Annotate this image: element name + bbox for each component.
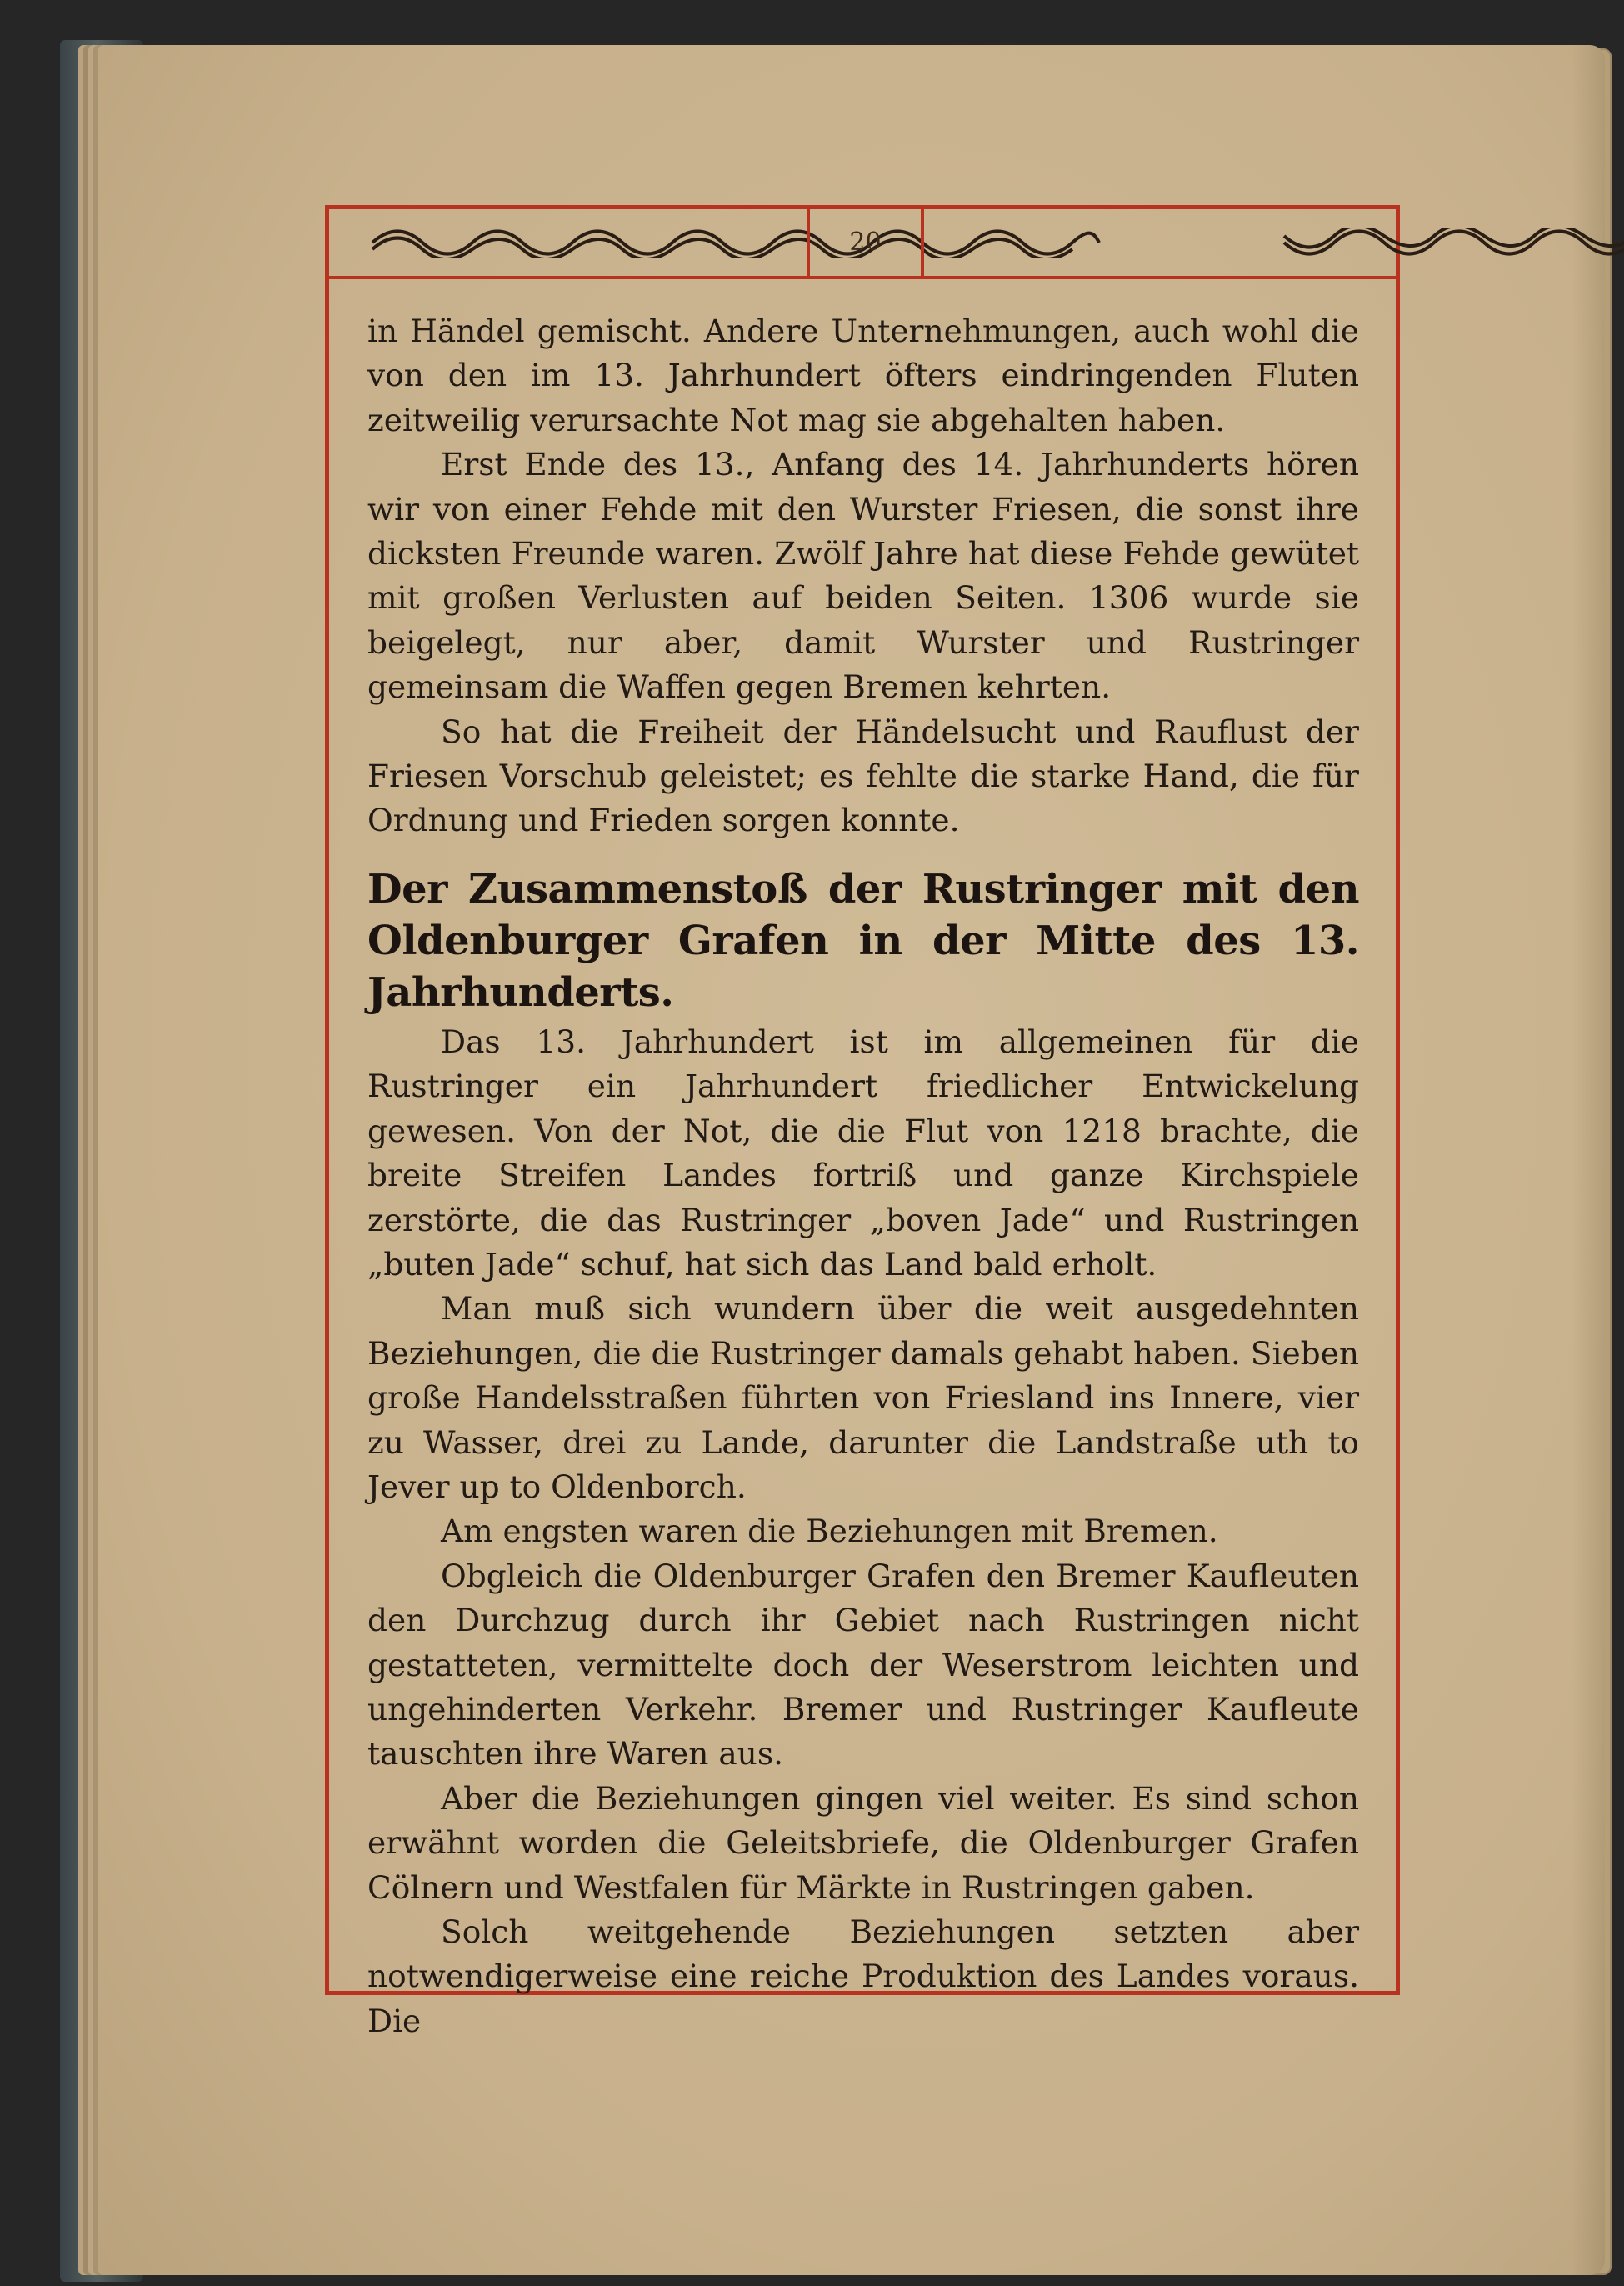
paragraph: in Händel gemischt. Andere Unternehmungen, auch wohl die von den im 13. Jahrhundert öfters eindringenden Fluten zeitweilig verursachte Not mag sie abgehalten haben. <box>367 313 1359 438</box>
paragraph: Obgleich die Oldenburger Grafen den Bremer Kaufleuten den Durchzug durch ihr Gebiet nach Rustringen nicht gestatteten, vermittelte doch der Weserstrom leichten und ungehinderten Verkehr. Bremer und Rustringer Kaufleute tauschten ihre Waren aus. <box>367 1557 1359 1773</box>
section-heading: Der Zusammenstoß der Rustringer mit den Oldenburger Grafen in der Mitte des 13. Jahrhunderts. <box>367 865 1359 1016</box>
paragraph: Das 13. Jahrhundert ist im allgemeinen für die Rustringer ein Jahrhundert friedlicher Entwickelung gewesen. Von der Not, die die Flut von 1218 brachte, die breite Streifen Landes fortriß und ganze Kirchspiele zerstörte, die das Rustringer „boven Jade“ und Rustringen „buten Jade“ schuf, hat sich das Land bald erholt. <box>367 1023 1359 1283</box>
page-number: 20 <box>849 228 882 257</box>
page-body-text <box>367 309 1359 2043</box>
paragraph: So hat die Freiheit der Händelsucht und Rauflust der Friesen Vorschub geleistet; es fehlte die starke Hand, die für Ordnung und Frieden sorgen konnte. <box>367 713 1359 839</box>
red-text-frame <box>325 205 1400 2039</box>
paragraph: Erst Ende des 13., Anfang des 14. Jahrhunderts hören wir von einer Fehde mit den Wurster Friesen, die sonst ihre dicksten Freunde waren. Zwölf Jahre hat diese Fehde gewütet mit großen Verlusten auf beiden Seiten. 1306 wurde sie beigelegt, nur aber, damit Wurster und Rustringer gemeinsam die Waffen gegen Bremen kehrten. <box>367 446 1359 706</box>
left-header-ornament <box>369 228 1102 258</box>
paragraph: Am engsten waren die Beziehungen mit Bremen. <box>441 1513 1218 1550</box>
right-header-ornament <box>1281 228 1624 258</box>
header-divider-right <box>921 209 924 279</box>
paragraph: Aber die Beziehungen gingen viel weiter. Es sind schon erwähnt worden die Geleitsbriefe, die Oldenburger Grafen Cölnern und Westfalen für Märkte in Rustringen gaben. <box>367 1779 1359 1906</box>
running-header <box>329 209 1396 279</box>
paragraph: Solch weitgehende Beziehungen setzten aber notwendigerweise eine reiche Produktion des Landes voraus. Die <box>367 1913 1359 2039</box>
paragraph: Man muß sich wundern über die weit ausgedehnten Beziehungen, die die Rustringer damals gehabt haben. Sieben große Handelsstraßen führten von Friesland ins Innere, vier zu Wasser, drei zu Lande, darunter die Landstraße uth to Jever up to Oldenborch. <box>367 1290 1359 1505</box>
